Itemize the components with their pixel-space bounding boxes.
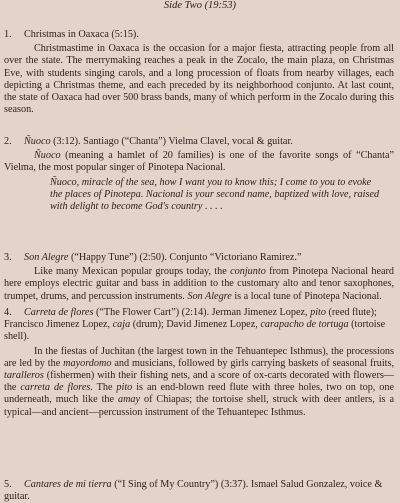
track-credits: (“I Sing of My Country”) (3:37). Ismael Salud Gonzalez, voice & guitar. (4, 479, 383, 503)
description-text: and musicians, followed by girls carrying baskets of seasonal fruits, (111, 357, 394, 369)
track-title: Ñuoco (24, 136, 51, 147)
track-2-description (4, 150, 394, 174)
track-4-description (4, 346, 394, 419)
track-1-heading (4, 29, 394, 41)
track-1 (4, 29, 394, 116)
track-title-inline: Son Alegre (187, 290, 232, 302)
track-4 (4, 307, 394, 419)
instrument-caja: caja (112, 319, 131, 331)
track-number: 3. (4, 252, 12, 263)
description-text: In the fiestas of Juchitan (the largest town in the Tehuantepec Isthmus), the processions are led by the (4, 345, 394, 369)
term-carreta: carreta de flores. (20, 382, 93, 394)
track-title: Son Alegre (24, 252, 69, 263)
term-amay: amay (117, 394, 141, 406)
track-3 (4, 252, 394, 303)
track-credits: (3:12). Santiago (“Chanta”) Vielma Clavel, vocal & guitar. (50, 136, 293, 147)
track-2 (4, 136, 394, 213)
track-credits: (“Happy Tune”) (2:50). Conjunto “Victoriano Ramirez.” (68, 252, 302, 263)
description-text: (fishermen) with their fishing nets, and a score of ox-carts decorated with flowers—the (4, 370, 394, 394)
term-taralleros: taralleros (4, 370, 44, 382)
description-text: (meaning a hamlet of 20 families) is one of the favorite songs of “Chanta” Vielma, the most popular singer of Pinotepa Nacional. (4, 150, 394, 174)
description-text: Like many Mexican popular groups today, the (34, 266, 231, 278)
track-title-inline: Ñuoco (34, 150, 61, 162)
description-text: from Pinotepa Nacional heard here employs electric guitar and bass in addition to the customary alto and tenor saxophones, trumpet, drums, and percussion instruments. (4, 266, 394, 302)
track-title: Christmas in Oaxaca (5:15). (24, 29, 139, 40)
track-3-description (4, 266, 394, 303)
description-text: The (92, 382, 117, 394)
track-2-heading (4, 136, 394, 148)
track-credits: (reed flute); Francisco Jimenez Lopez, (4, 307, 377, 331)
track-title: Carreta de flores (24, 307, 94, 318)
track-4-heading (4, 307, 394, 344)
description-text: is a local tune of Pinotepa Nacional. (231, 290, 382, 302)
track-2-lyric-excerpt: Ñuoco, miracle of the sea, how I want you to know this; I come to you to evoke the places of Pinotepa. Nacional is your second name, baptized with love, raised with delight to become God's country . . . . (50, 176, 380, 213)
description-text: of Chiapas; the tortoise shell, struck with deer antlers, is a typical—and ancient—percussion instrument of the Tehuantepec Isthmus. (4, 394, 394, 418)
track-number: 2. (4, 136, 12, 147)
side-header: Side Two (19:53) (163, 0, 237, 11)
track-number: 5. (4, 479, 12, 490)
track-credits: (tortoise shell). (4, 319, 386, 343)
track-title: Cantares de mi tierra (24, 479, 112, 490)
track-1-description: Christmastime in Oaxaca is the occasion for a major fiesta, attracting people from all over the state. The merrymaking reaches a peak in the Zocalo, the main plaza, on Christmas Eve, with students singing carols, and a long procession of floats from nearby villages, each depicting a Christmas theme, and each preceded by its neighborhood conjunto. At last count, the state of Oaxaca had over 500 brass bands, many of which perform in the Zocalo during this season. (4, 43, 394, 116)
instrument-carapacho: carapacho de tortuga (260, 319, 349, 331)
instrument-pito: pito (310, 307, 326, 318)
term-mayordomo: mayordomo (63, 357, 112, 369)
track-5-heading (4, 479, 394, 503)
term-pito: pito (116, 382, 133, 394)
track-number: 4. (4, 307, 12, 318)
track-credits: (“The Flower Cart”) (2:14). Jerman Jimenez Lopez, (93, 307, 311, 318)
track-5 (4, 479, 394, 503)
track-3-heading (4, 252, 394, 264)
track-credits: (drum); David Jimenez Lopez, (130, 319, 261, 331)
description-text: is an end-blown reed flute with three holes, two on top, one underneath, much like the (4, 382, 394, 406)
track-number: 1. (4, 29, 12, 40)
term-conjunto: conjunto (230, 266, 266, 278)
